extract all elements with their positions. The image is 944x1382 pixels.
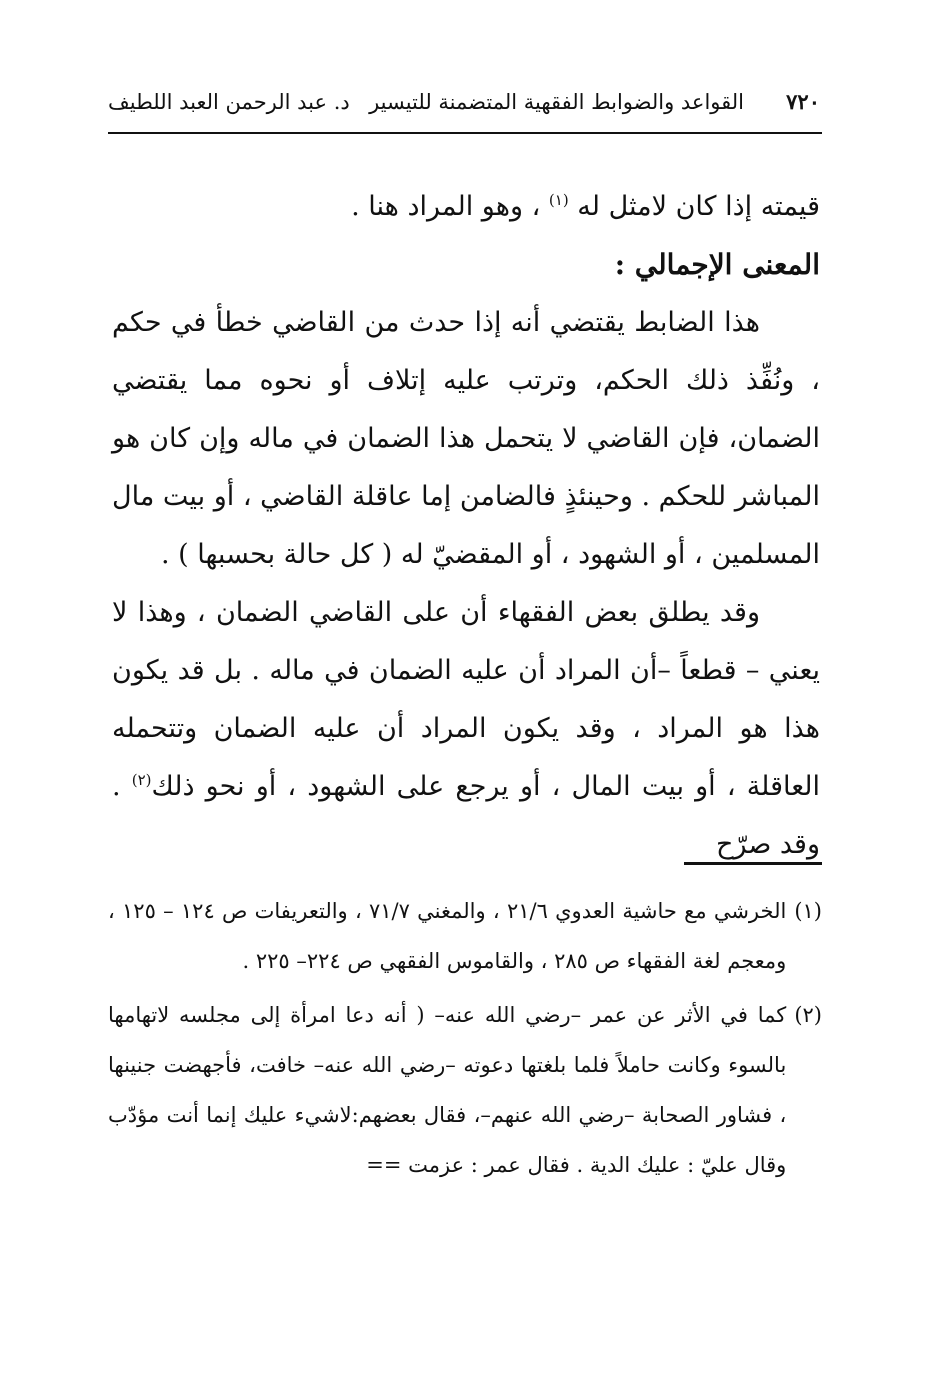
footnote-number: (١) [794, 899, 822, 923]
paragraph-continuation-tail: ، وهو المراد هنا . [351, 191, 541, 222]
page-number: ٧٢٠ [786, 89, 820, 114]
paragraph-clarification [112, 584, 820, 874]
footnote-ref-1[interactable]: (١) [548, 191, 569, 209]
section-heading: المعنى الإجمالي : [614, 248, 820, 281]
main-text [112, 178, 820, 874]
footnote-text: كما في الأثر عن عمر –رضي الله عنه– ( أنه دعا امرأة إلى مجلسه لاتهامها بالسوء وكانت حاملاً فلما بلغتها دعوته –رضي الله عنه– خافت، فأجهضت جنينها ، فشاور الصحابة –رضي الله عنهم–، فقال بعضهم:لاشيء عليك إنما أنت مؤدّب وقال عليّ : عليك الدية . فقال عمر : عزمت == [108, 1003, 787, 1177]
footnote-1 [108, 886, 822, 986]
author-name: د. عبد الرحمن العبد اللطيف [108, 90, 350, 114]
footnotes [108, 886, 822, 1194]
footnote-2 [108, 990, 822, 1190]
header-divider [108, 132, 822, 134]
paragraph-summary: هذا الضابط يقتضي أنه إذا حدث من القاضي خطأ في حكم ، ونُفِّذ ذلك الحكم، وترتب عليه إتلاف أو نحوه مما يقتضي الضمان، فإن القاضي لا يتحمل هذا الضمان في ماله وإن كان هو المباشر للحكم . وحينئذٍ فالضامن إما عاقلة القاضي ، أو بيت مال المسلمين ، أو الشهود ، أو المقضيّ له ( كل حالة بحسبها ) . [112, 307, 820, 570]
footnote-number: (٢) [794, 1003, 822, 1027]
paragraph-continuation [112, 178, 820, 236]
footnote-text: الخرشي مع حاشية العدوي ٢١/٦ ، والمغني ٧١/٧ ، والتعريفات ص ١٢٤ – ١٢٥ ، ومعجم لغة الفقهاء ص ٢٨٥ ، والقاموس الفقهي ص ٢٢٤– ٢٢٥ . [108, 899, 787, 973]
running-header [108, 82, 820, 122]
footnote-divider [684, 862, 822, 865]
footnote-ref-2[interactable]: (٢) [131, 771, 152, 789]
paragraph-clarification-text: وقد يطلق بعض الفقهاء أن على القاضي الضمان ، وهذا لا يعني – قطعاً –أن المراد أن عليه الضمان في ماله . بل قد يكون هذا هو المراد ، وقد يكون المراد أن عليه الضمان وتتحمله العاقلة ، أو بيت المال ، أو يرجع على الشهود ، أو نحو ذلك [112, 597, 821, 802]
paragraph-clarification-tail: . وقد صرّح [112, 771, 820, 860]
book-title: القواعد والضوابط الفقهية المتضمنة للتيسير [369, 90, 744, 114]
paragraph-continuation-text: قيمته إذا كان لامثل له [577, 191, 820, 222]
